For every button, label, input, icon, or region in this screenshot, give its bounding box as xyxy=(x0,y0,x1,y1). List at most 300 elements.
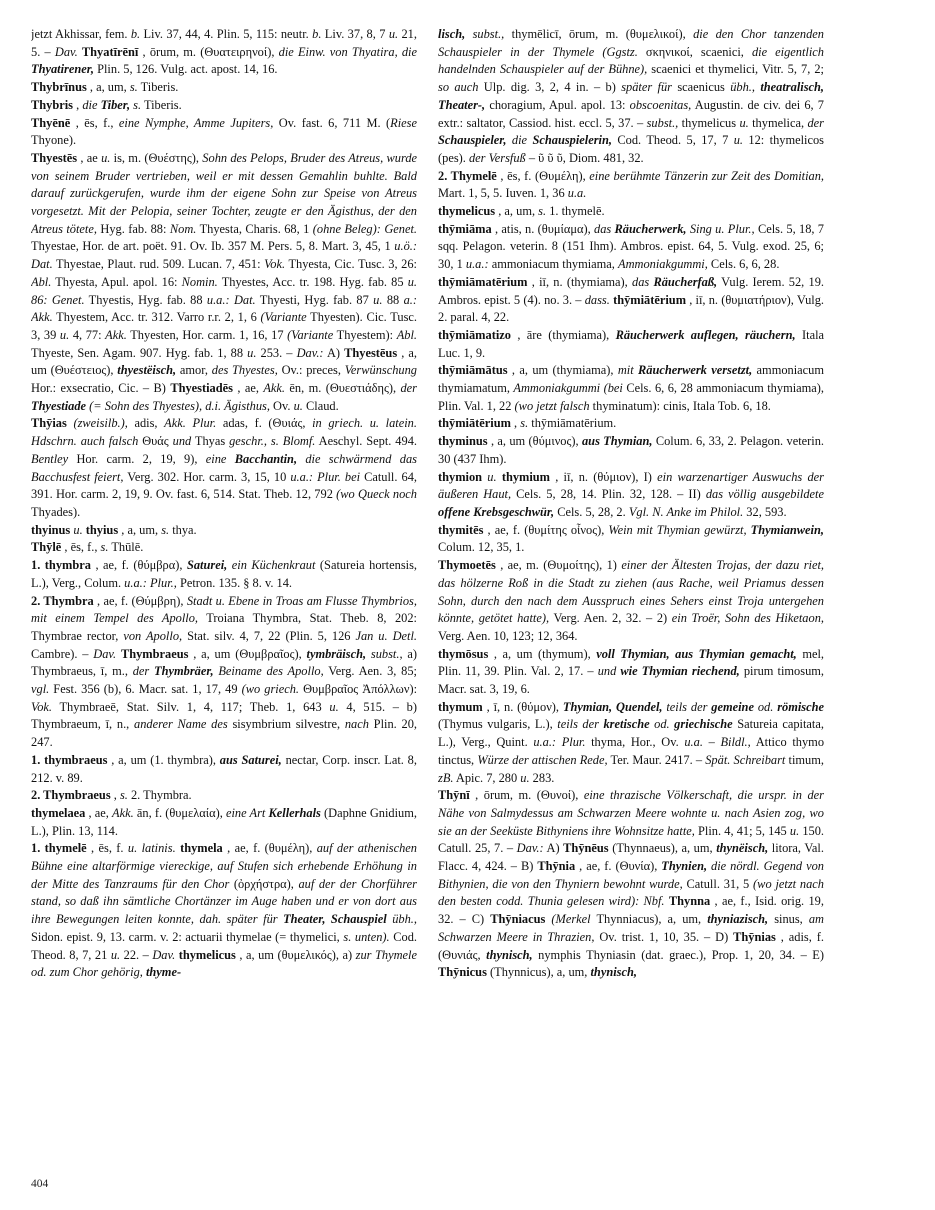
entry-text: thymelica, xyxy=(748,115,808,130)
entry-text: Vok. xyxy=(31,699,52,714)
dictionary-entry xyxy=(31,150,417,416)
entry-text: s. xyxy=(100,540,109,555)
entry-text: geschr., s. Blomf. xyxy=(229,434,316,449)
entry-text: , a, um (thymum), xyxy=(488,646,597,661)
entry-text: nymphis Thyniasin (dat. graec.), Prop. 1, 20, 34. – E) xyxy=(532,947,824,962)
entry-text: Thyestae, Plaut. rud. 509. Lucan. 7, 451: xyxy=(52,257,265,272)
entry-text: Verg. Aen. 10, 123; 12, 364. xyxy=(438,628,578,643)
entry-text: u. xyxy=(789,823,800,838)
entry-text: , xyxy=(110,788,120,803)
entry-text: s. xyxy=(129,80,138,95)
entry-text: Hor. carm. 2, 19, 9), xyxy=(68,451,206,466)
entry-text: (ohne Beleg): Genet. xyxy=(312,221,417,236)
entry-text: eine berühmte Tänzerin zur Zeit des Domitian, xyxy=(589,168,824,183)
entry-text: Petron. 135. § 8. v. 14. xyxy=(176,575,293,590)
entry-text: , ēs, f. xyxy=(86,841,128,856)
entry-text: u. xyxy=(388,27,399,41)
entry-text: Dav. xyxy=(152,947,176,962)
entry-emphasis: Thȳnēus xyxy=(563,841,609,856)
entry-emphasis: Thȳniacus xyxy=(490,912,546,927)
entry-text: nach xyxy=(344,717,369,732)
entry-text: is, m. (Θυέστης), xyxy=(110,150,203,165)
entry-text: u.ö.: Dat. xyxy=(31,239,417,272)
entry-emphasis: 1. thymbraeus xyxy=(31,752,108,767)
entry-text: Wein mit Thymian gewürzt, xyxy=(608,522,751,537)
entry-text: u. xyxy=(329,699,339,714)
entry-text: thymēlicī, ōrum, m. (θυμελικοί), xyxy=(504,27,694,41)
entry-text: , a, um (Θυμβραῖος), xyxy=(188,646,307,661)
entry-text: u. xyxy=(247,345,257,360)
entry-text: 21, 5. – xyxy=(31,27,417,59)
entry-text: (Merkel xyxy=(551,912,591,927)
entry-emphasis: Kellerhals xyxy=(268,805,321,820)
entry-text: u.a. – Bildl., xyxy=(684,735,751,750)
entry-emphasis: voll Thymian, aus Thymian gemacht, xyxy=(596,646,797,661)
entry-text: Ammoniakgummi (bei xyxy=(513,381,623,396)
entry-emphasis: theatralisch, Theater-, xyxy=(438,80,824,112)
entry-text: s. xyxy=(119,788,128,803)
entry-text: 1. thymelē. xyxy=(546,204,605,219)
entry-text: jetzt xyxy=(31,27,56,41)
entry-text: thymelicus xyxy=(678,115,740,130)
entry-emphasis: Saturei, xyxy=(186,558,228,573)
entry-emphasis: gemeine xyxy=(711,699,754,714)
entry-text: , a, um (θυμελικός), a) xyxy=(235,947,356,962)
entry-text: Thyesten, Hor. carm. 1, 16, 17 xyxy=(126,327,288,342)
entry-text: , iī, n. (thymiama), xyxy=(527,274,632,289)
entry-text: A) xyxy=(543,841,564,856)
entry-text: Thyades). xyxy=(31,504,81,519)
entry-text: die xyxy=(506,133,533,148)
entry-text: b. xyxy=(130,27,141,41)
entry-text: einer der Ältesten Trojas, der dazu riet, das hölzerne Roß in die Stadt zu ziehen (aus Rache, weil Priamus dessen Sohn, durch den nach dem Ausspruch eines Sehers einst Troja untergehen könnte, getötet hatte), xyxy=(438,558,824,626)
entry-text: ammoniacum thymiama, xyxy=(488,257,618,272)
entry-text: , atis, n. (θυμίαμα), xyxy=(491,221,595,236)
entry-text: subst., xyxy=(366,646,403,661)
entry-emphasis: Thyestēs xyxy=(31,150,78,165)
entry-text: Dav.: xyxy=(296,345,324,360)
entry-text: 12: thymelicos (pes). xyxy=(438,133,824,165)
entry-text: Catull. 31, 5 xyxy=(682,876,754,891)
entry-text: Colum. 12, 35, 1. xyxy=(438,540,525,555)
dictionary-entry xyxy=(31,840,417,982)
entry-text: 253. – xyxy=(256,345,297,360)
entry-text: Thyeste, Sen. Agam. 907. Hyg. fab. 1, 88 xyxy=(31,345,248,360)
entry-text: Catull. 64, 391. Hor. carm. 2, 19, 9. Ov. fast. 6, 514. Stat. Theb. 12, 792 xyxy=(31,469,417,502)
entry-text: Thyestes, Acc. tr. 198. Hyg. fab. 85 xyxy=(217,274,408,289)
dictionary-entry xyxy=(438,557,824,646)
entry-emphasis: thymium xyxy=(501,469,551,484)
entry-emphasis: aus Thymian, xyxy=(581,434,653,449)
entry-text: Verg. 302. Hor. carm. 3, 15, 10 xyxy=(123,469,291,484)
entry-text: s. xyxy=(161,522,170,537)
entry-text: subst., xyxy=(646,115,679,130)
entry-text: Sidon. epist. 9, 13. carm. v. 2: actuarii thymelae (= thymelici, xyxy=(31,929,344,944)
entry-text: anderer Name des xyxy=(134,717,228,732)
dictionary-entry xyxy=(31,115,417,150)
entry-emphasis: thyestëisch, xyxy=(117,363,177,378)
dictionary-entry xyxy=(438,415,824,433)
entry-text: Nom. xyxy=(169,221,197,236)
entry-emphasis: thymitēs xyxy=(438,522,484,537)
dictionary-entry xyxy=(438,168,824,203)
entry-text: Nomin. xyxy=(181,274,218,289)
entry-emphasis: thymelicus xyxy=(178,947,236,962)
entry-emphasis: Thȳlē xyxy=(31,540,62,555)
entry-text: Thyestem, Acc. tr. 312. Varro r.r. 2, 1, 6 xyxy=(52,310,261,325)
entry-emphasis: thyminus xyxy=(438,434,488,449)
entry-text: der xyxy=(400,381,417,396)
entry-text: Mart. 1, 5, 5. Iuven. 1, 36 xyxy=(438,186,568,201)
entry-text: die eigentlich handelnden Schauspieler auf der Bühne), xyxy=(438,44,824,77)
entry-text: s. xyxy=(520,416,529,431)
dictionary-entry xyxy=(438,203,824,221)
dictionary-entry xyxy=(31,522,417,540)
entry-text: Ov.: preces, xyxy=(277,363,345,378)
entry-text: Cels. 5, 18, 7 sqq. Pelagon. veterin. 8 (151 Ihm). Ambros. epist. 64, 5. Vulg. exod. 25, 6; 30, 1 xyxy=(438,221,824,272)
entry-text: Cambre). – xyxy=(31,646,94,661)
entry-text: des Thyestes, xyxy=(211,363,278,378)
entry-emphasis: Thyatirener, xyxy=(31,62,94,77)
entry-text: Spät. Schreibart xyxy=(705,752,786,767)
entry-emphasis: Räucherwerk, xyxy=(614,221,687,236)
entry-text: Ov. trist. 1, 10, 35. – D) xyxy=(594,929,734,944)
entry-text: 32, 593. xyxy=(743,504,787,519)
entry-text: das völlig ausgebildete xyxy=(705,487,824,502)
entry-text: Thyesta, Cic. Tusc. 3, 26: xyxy=(285,257,417,272)
entry-text: u. xyxy=(293,398,303,413)
entry-text: Thyesten). Cic. Tusc. 3, 39 xyxy=(31,310,417,342)
dictionary-entry xyxy=(438,274,824,327)
entry-emphasis: Thybris xyxy=(31,97,74,112)
entry-emphasis: thynisch, xyxy=(590,965,637,980)
entry-text: ān, f. (θυμελαία), xyxy=(133,805,226,820)
entry-text: der Versfuß xyxy=(468,150,526,165)
dictionary-entry xyxy=(438,469,824,522)
entry-text: Colum. 6, 33, 2. Pelagon. veterin. 30 (437 Ihm). xyxy=(438,434,824,466)
entry-text: thyma, Hor., Ov. xyxy=(585,735,685,750)
entry-text: Bentley xyxy=(31,451,69,466)
entry-text: die schwärmend das Bacchusfest feiert, xyxy=(31,451,417,484)
entry-text: , ōrum, m. (Θυατειρηνοί), xyxy=(138,44,279,59)
entry-text: (= Sohn des Thyestes), d.i. Ägisthus, xyxy=(86,398,270,413)
entry-text: Verg. Aen. 3, 85; xyxy=(323,664,417,679)
entry-text: Thyestae, Hor. de art. poët. 91. Ov. Ib. 357 M. Pers. 5, 8. Mart. 3, 45, 1 xyxy=(31,239,395,254)
entry-text: u.a.: Plur. xyxy=(533,735,586,750)
entry-emphasis: 1. thymbra xyxy=(31,558,91,573)
entry-text: von Apollo, xyxy=(123,628,183,643)
dictionary-entry xyxy=(31,26,417,79)
entry-emphasis: Bacchantin, xyxy=(234,451,298,466)
entry-text: Sing u. Plur., xyxy=(686,221,755,236)
entry-text: (wo jetzt nach den besten codd. Thunia gelesen wird): Nbf. xyxy=(438,876,824,909)
entry-emphasis: thymelicus xyxy=(438,204,496,219)
entry-text: Beiname des Apollo, xyxy=(213,664,324,679)
entry-text: , ae, f. (θυμέλη), xyxy=(222,841,317,856)
entry-text: Akk. xyxy=(105,327,127,342)
entry-emphasis: Thȳnia xyxy=(537,859,576,874)
entry-emphasis: griechische xyxy=(674,717,733,732)
entry-text: , ae, f. (θυμίτης οἶνος), xyxy=(483,522,609,537)
entry-text: thyminatum): cinis, Itala Tob. 6, 18. xyxy=(589,398,771,413)
entry-emphasis: thymum xyxy=(438,699,483,714)
right-column xyxy=(438,26,824,1176)
entry-text: (ὀρχήστρα), xyxy=(229,876,299,891)
entry-text: u. xyxy=(73,522,83,537)
entry-text: , a, um, xyxy=(118,522,162,537)
entry-text: vgl. xyxy=(31,682,50,697)
entry-emphasis: thȳmiāmātus xyxy=(438,363,508,378)
entry-emphasis: 1. thymelē xyxy=(31,841,87,856)
entry-text: (Thynnicus), a, um, xyxy=(486,965,591,980)
entry-emphasis: Thyēnē xyxy=(31,115,71,130)
entry-emphasis: thȳmiātērium xyxy=(613,292,687,307)
entry-text: u.a.: Plur., xyxy=(124,575,177,590)
entry-text: Θυμβραῖος Ἀπόλλων): xyxy=(299,682,417,697)
entry-text: , ōrum, m. (Θυνοί), xyxy=(469,788,584,803)
entry-text: sisymbrium silvestre, xyxy=(227,717,345,732)
entry-text: die Einw. von Thyatira, die xyxy=(278,44,417,59)
entry-text: ein warzenartiger Auswuchs der äußeren Haut, xyxy=(438,469,824,502)
entry-text: , a, um, xyxy=(495,204,539,219)
entry-text: , a, um (Θυέστειος), xyxy=(31,345,417,378)
entry-text: Aeschyl. Sept. 494. xyxy=(315,434,417,449)
entry-text: Dav. xyxy=(93,646,117,661)
entry-text: scaenicus xyxy=(672,80,731,95)
entry-text: ēn, m. (Θυεστιάδης), xyxy=(285,381,401,396)
entry-text: (wo griech. xyxy=(241,682,300,697)
entry-text: sinus, xyxy=(768,912,809,927)
entry-text: das xyxy=(632,274,654,289)
entry-text: Attico thymo tinctus, xyxy=(438,735,824,767)
entry-text: die xyxy=(82,97,101,112)
entry-text: eine thrazische Völkerschaft, die urspr. in der Nähe von Salmydessus am Schwarzen Meere wohnte u. nach Asien zog, wo sie an der Seeküste Bithyniens ihre Wohnsitze hatte, xyxy=(438,788,824,838)
left-column xyxy=(31,26,417,1176)
entry-text: später für xyxy=(621,80,673,95)
entry-text: Thūlē. xyxy=(108,540,144,555)
entry-text: σκηνικοί, scaenici, xyxy=(637,44,752,59)
entry-emphasis: Thymoetēs xyxy=(438,558,496,573)
entry-text: Sohn des Pelops, Bruder des Atreus, wurde von seinem Bruder vertrieben, weil er mit dessen Gemahlin buhlte. Bald darauf zurückgerufen, wurde ihm der eigene Sohn zur Speise von Atreus vorgesetzt. Mit der Pelopia, seiner Tochter, zeugte er den Ägisthus, der den Atreus tötete, xyxy=(31,150,417,236)
entry-text: eine Art xyxy=(225,805,269,820)
entry-text: Claud. xyxy=(302,398,339,413)
entry-emphasis: Thȳnī xyxy=(438,788,470,803)
entry-text: 4, 77: xyxy=(69,327,106,342)
entry-text: , iī, n. (θύμιον), I) xyxy=(550,469,658,484)
entry-text: Vgl. N. Anke im Philol. xyxy=(628,504,744,519)
dictionary-entry xyxy=(31,557,417,592)
entry-emphasis: Thȳnias xyxy=(733,929,776,944)
entry-emphasis: Schauspielerin, xyxy=(532,133,612,148)
entry-text: , ēs, f., xyxy=(61,540,101,555)
entry-text: , a, um, xyxy=(86,80,130,95)
entry-text: ammoniacum thymiamatum, xyxy=(438,363,824,396)
entry-text: (Variante xyxy=(287,327,334,342)
entry-text: , ae, f. (Θύμβρη), xyxy=(93,593,187,608)
entry-text: und xyxy=(172,434,192,449)
entry-text: ein Troër, Sohn des Hiketaon, xyxy=(671,611,824,626)
entry-text: 2. Thymbra. xyxy=(127,788,192,803)
entry-text: , ae, xyxy=(232,381,264,396)
entry-text: a.: Akk. xyxy=(31,292,417,325)
entry-text: Ter. Maur. 2417. – xyxy=(607,752,706,767)
entry-emphasis: thynëisch, xyxy=(716,841,769,856)
entry-text: u. xyxy=(520,770,530,785)
entry-emphasis: Tiber, xyxy=(100,97,131,112)
entry-text: Cels. 6, 6, 28. xyxy=(707,257,780,272)
entry-text: Stat. silv. 4, 7, 22 (Plin. 5, 126 xyxy=(182,628,356,643)
entry-text: od. xyxy=(753,699,778,714)
entry-text: die den Chor tanzenden Schauspieler in der Thymele (Ggstz. xyxy=(438,27,824,59)
entry-emphasis: Räucherwerk auflegen, räuchern, xyxy=(615,327,796,342)
entry-text: so auch xyxy=(438,80,479,95)
entry-text: Akk. xyxy=(112,805,134,820)
entry-emphasis: Thymianwein, xyxy=(750,522,824,537)
dictionary-entry xyxy=(438,362,824,415)
entry-text: mel, Plin. 11, 39. Plin. Val. 2, 17. – xyxy=(438,646,824,679)
entry-text: Thyestis, Hyg. fab. 88 xyxy=(84,292,207,307)
entry-text: (Thynnaeus), a, um, xyxy=(608,841,717,856)
entry-text: die nördl. Gegend von Bithynien, die von den Thyniern bewohnt wurde, xyxy=(438,859,824,891)
entry-text: , āre (thymiama), xyxy=(510,327,616,342)
entry-text: Hor.: exsecratio, Cic. – B) xyxy=(31,381,171,396)
entry-text: der xyxy=(132,664,155,679)
entry-text: Verg. Aen. 2, 32. – 2) xyxy=(549,611,672,626)
entry-text: , a, um (thymiama), xyxy=(507,363,618,378)
dictionary-entry xyxy=(31,539,417,557)
entry-text: Thyesta, Charis. 68, 1 xyxy=(196,221,313,236)
entry-emphasis: Thynna xyxy=(668,894,711,909)
entry-text: nectar, Corp. inscr. Lat. 8, 212. v. 89. xyxy=(31,752,417,785)
entry-text: , ī, n. (θύμον), xyxy=(482,699,563,714)
entry-text: s. xyxy=(133,97,142,112)
entry-text: amor, xyxy=(176,363,212,378)
entry-text: u. xyxy=(739,115,749,130)
entry-text: Itala Luc. 1, 9. xyxy=(438,327,824,360)
entry-emphasis: thȳmiāmatizo xyxy=(438,327,511,342)
entry-text: Akk. xyxy=(263,381,286,396)
entry-text: thya. xyxy=(169,522,197,537)
entry-text: Riese xyxy=(390,115,417,130)
entry-text: 88 xyxy=(382,292,404,307)
entry-text: , a, um (θύμινος), xyxy=(487,434,582,449)
entry-text: eine xyxy=(205,451,235,466)
entry-text: Θυάς xyxy=(138,434,173,449)
page-number: 404 xyxy=(31,1178,49,1190)
entry-text: u.a.: Dat. xyxy=(206,292,256,307)
entry-text: der xyxy=(807,115,824,130)
entry-emphasis: wie Thymian riechend, xyxy=(620,664,740,679)
entry-text: Plin. 4, 41; 5, 145 xyxy=(694,823,790,838)
entry-text: , ēs, f. (Θυμέλη), xyxy=(496,168,590,183)
entry-text: subst., xyxy=(465,27,505,41)
entry-text: (Satureia hortensis, L.), Verg., Colum. xyxy=(31,558,417,590)
entry-emphasis: Thyestēus xyxy=(344,345,398,360)
entry-text: Augustin. de civ. dei 6, 7 extr.: saltator, Cassiod. hist. eccl. 5, 37. – xyxy=(438,97,824,130)
entry-emphasis: thyme- xyxy=(145,965,182,980)
entry-emphasis: tymbräisch, xyxy=(306,646,367,661)
entry-text: Abl. xyxy=(396,327,417,342)
entry-emphasis: thymōsus xyxy=(438,646,489,661)
entry-text: Cels. 5, 28, 14. Plin. 32, 128. – II) xyxy=(511,487,706,502)
dictionary-entry xyxy=(31,593,417,752)
entry-text: Satureia capitata, L.), Verg., Quint. xyxy=(438,717,824,750)
entry-text: Cod. Theod. 8, 7, 21 xyxy=(31,929,417,962)
entry-emphasis: thymion xyxy=(438,469,483,484)
entry-text: a) Thymbraeus, ī, m., xyxy=(31,646,417,679)
entry-text: u. xyxy=(487,469,497,484)
entry-emphasis: thyius xyxy=(85,522,119,537)
entry-emphasis: thynisch, xyxy=(486,947,533,962)
entry-emphasis: offene Krebsgeschwür, xyxy=(438,504,555,519)
dictionary-entry xyxy=(31,97,417,115)
dictionary-entry xyxy=(438,327,824,362)
entry-text: Liv. 37, 8, 7 xyxy=(321,27,389,41)
entry-emphasis: kretische xyxy=(603,717,650,732)
dictionary-entry xyxy=(31,805,417,840)
entry-text: Fest. 356 (b), 6. Macr. sat. 1, 17, 49 xyxy=(49,682,242,697)
dictionary-entry xyxy=(31,787,417,805)
entry-text: , ae, f., Isid. orig. 19, 32. – C) xyxy=(438,894,824,927)
dictionary-entry xyxy=(31,79,417,97)
entry-text: , ae, f. (Θυνία), xyxy=(575,859,662,874)
entry-text: Jan u. Detl. xyxy=(355,628,417,643)
entry-text: , iī, n. (θυμιατήριον), Vulg. 2. paral. 4, 22. xyxy=(438,292,824,325)
entry-text: in griech. u. latein. Hdschrn. auch falsch xyxy=(31,416,417,449)
entry-text: scaenici et thymelici, Vitr. 5, 7, 2; xyxy=(647,62,824,77)
dictionary-entry xyxy=(438,787,824,982)
entry-text: u. xyxy=(59,327,70,342)
entry-text: Akhissar, fem. xyxy=(55,27,131,41)
dictionary-entry xyxy=(438,26,824,168)
entry-emphasis: Thȳnicus xyxy=(438,965,487,980)
entry-text: eine Nymphe, Amme Jupiters, xyxy=(118,115,274,130)
entry-text: Thyesta, Apul. apol. 16: xyxy=(51,274,182,289)
entry-text: Tiberis. xyxy=(137,80,179,95)
entry-text: Abl. xyxy=(31,274,52,289)
entry-text: Vok. xyxy=(264,257,286,272)
entry-emphasis: Thȳias xyxy=(31,416,67,431)
entry-emphasis: Schauspieler, xyxy=(438,133,507,148)
entry-emphasis: 2. Thymbraeus xyxy=(31,788,111,803)
entry-text: Thynniacus), a, um, xyxy=(590,912,708,927)
entry-emphasis: Theater, Schauspiel xyxy=(283,912,387,927)
dictionary-entry xyxy=(31,752,417,787)
entry-text: Cels. 5, 28, 2. xyxy=(554,504,629,519)
entry-text: am Schwarzen Meere in Thrazien, xyxy=(438,912,824,944)
entry-text: od. xyxy=(649,717,675,732)
dictionary-entry xyxy=(31,415,417,521)
entry-text: Troiana Thymbra, Stat. Theb. 8, 202: Thymbrae rector, xyxy=(31,611,417,643)
entry-text: , ae, xyxy=(85,805,113,820)
entry-text: choragium, Apul. apol. 13: xyxy=(485,97,630,112)
entry-text: dass. xyxy=(584,292,610,307)
entry-text: Plin. 5, 126. Vulg. act. apost. 14, 16. xyxy=(94,62,278,77)
entry-text: Akk. Plur. xyxy=(164,416,217,431)
entry-emphasis: thymela xyxy=(180,841,223,856)
entry-text: Ov. fast. 6, 711 M. ( xyxy=(273,115,391,130)
entry-text: übh., xyxy=(386,912,417,927)
entry-text: litora, Val. Flacc. 4, 424. – B) xyxy=(438,841,824,874)
entry-text: 283. xyxy=(529,770,555,785)
entry-emphasis: Thyatīrēnī xyxy=(81,44,139,59)
entry-text: u. xyxy=(110,947,121,962)
entry-text: Verwünschung xyxy=(344,363,417,378)
entry-emphasis: thȳmiāmatērium xyxy=(438,274,528,289)
entry-text: Hyg. fab. 88: xyxy=(96,221,170,236)
entry-emphasis: Räucherfaß, xyxy=(653,274,718,289)
entry-text: , ae, f. (θύμβρα), xyxy=(90,558,187,573)
